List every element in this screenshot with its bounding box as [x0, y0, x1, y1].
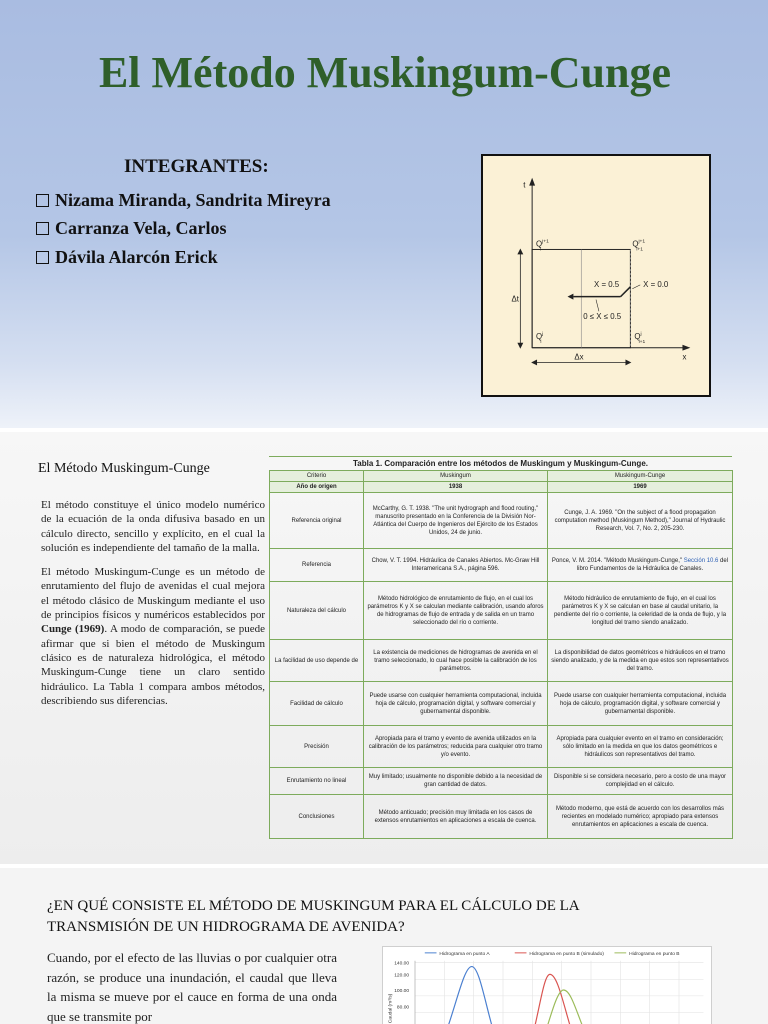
- x-00-leader: [632, 285, 640, 289]
- x-range-leader: [596, 300, 599, 312]
- members-list: [36, 186, 331, 272]
- section-body: [41, 498, 265, 718]
- table-row: La facilidad de uso depende de La existencia de mediciones de hidrogramas de avenida en el tramo seleccionado, lo cual hace posible la calibración de los parámetros. La disponibilidad de datos geométricos e hidráulicos en el tramo siendo analizado, y de la medida en que estos son representativos del tramo.: [270, 640, 733, 682]
- table-row: Año de origen 1938 1969: [270, 482, 733, 493]
- header-muskingum-cunge: Muskingum-Cunge: [548, 471, 733, 482]
- legend-label-b-sim: Hidrograma en punto B (simulado): [529, 951, 604, 957]
- member-name: Carranza Vela, Carlos: [55, 218, 227, 239]
- y-tick-label: 140.00: [394, 961, 410, 967]
- x-axis-label: x: [682, 352, 687, 362]
- comparison-table: [269, 470, 733, 839]
- member-name: Dávila Alarcón Erick: [55, 246, 218, 267]
- x-axis-arrow: [682, 345, 690, 351]
- table-row: Conclusiones Método anticuado; precisión muy limitada en los casos de extensos enrutamientos en aplicaciones a escala de cuenca. Método moderno, que está de acuerdo con los desarrollos más recientes en modelado numérico; apropiado para extensos enrutamientos en aplicaciones a escala de cuenca.: [270, 795, 733, 839]
- section-10-6-link[interactable]: Sección 10.6: [683, 558, 719, 564]
- members-heading: INTEGRANTES:: [124, 156, 269, 177]
- checkbox-bullet-icon: [36, 251, 49, 264]
- x-line-arrow: [568, 294, 574, 300]
- dt-arrow-down: [517, 343, 523, 349]
- x-weight-diagonal: [621, 287, 631, 297]
- table-caption: Tabla 1. Comparación entre los métodos de Muskingum y Muskingum-Cunge.: [269, 456, 732, 470]
- table-row: Facilidad de cálculo Puede usarse con cualquier herramienta computacional, incluida hoja de cálculo, programación digital, y software comercial y gubernamental disponible. Puede usarse con cualquier herramienta computacional, incluida hoja de cálculo, programación digital, y software comercial y gubernamental disponible.: [270, 682, 733, 726]
- section-title: El Método Muskingum-Cunge: [38, 461, 210, 476]
- header-muskingum: Muskingum: [364, 471, 548, 482]
- legend-label-b: Hidrograma en punto B: [629, 951, 680, 957]
- t-axis-arrow: [529, 178, 535, 186]
- t-axis-label: t: [523, 180, 526, 190]
- node-q-bottom-right: $Q^j$ i+1: [634, 331, 646, 345]
- header-criterio: Criterio: [270, 471, 364, 482]
- method-body-text: Cuando, por el efecto de las lluvias o por cualquier otra razón, se produce una inundación, el caudal que lleva la misma se mueve por el cauce en forma de una onda que se transmite por: [47, 950, 337, 1024]
- y-axis-title: Caudal (m³/s): [388, 993, 394, 1024]
- muskingum-grid-diagram: [481, 154, 711, 397]
- paragraph-2: El método Muskingum-Cunge es un método de enrutamiento del flujo de avenidas el cual mejora el método clásico de Muskingum mediante el uso de principios físicos y numéricos establecidos por Cunge (1969). A modo de comparación, se puede afirmar que si bien el método de Muskingum clásico es de naturaleza hidrológica, el método Muskingum-Cunge tiene un claro sentido hidráulico. La Tabla 1 compara ambos métodos, describiendo sus diferencias.: [41, 566, 266, 707]
- hydrograph-svg: [383, 947, 711, 1024]
- dx-arrow-left: [531, 360, 537, 366]
- table-row: Precisión Apropiada para el tramo y evento de avenida utilizados en la calibración de los parámetros; reducida para cualquier otro tramo y/o evento. Apropiada para cualquier evento en el tramo en consideración; sólo limitado en la medida en que los datos geométricos e hidráulicos son representativos del tramo.: [270, 726, 733, 768]
- dt-label: Δt: [511, 294, 519, 304]
- table-row: Referencia original McCarthy, G. T. 1938. "The unit hydrograph and flood routing," manuscrito presentado en la Conferencia de la División Nor-Atlántica del Cuerpo de Ingenieros del Ejército de los Estados Unidos, 24 de junio. Cunge, J. A. 1969. "On the subject of a flood propagation computation method (Muskingum Method)," Journal of Hydraulic Research, Vol. 7, No. 2, 205-230.: [270, 493, 733, 549]
- dt-arrow-up: [517, 248, 523, 254]
- member-name: Nizama Miranda, Sandrita Mireyra: [55, 189, 331, 210]
- node-q-top-right: $Q^{j+1}$ i+1: [632, 239, 646, 253]
- dx-label: Δx: [574, 352, 584, 362]
- hydrograph-chart: [382, 946, 712, 1024]
- node-q-bottom-left: $Q^j$ i: [536, 331, 544, 345]
- table-header-row: [270, 471, 733, 482]
- series-line-b: [544, 990, 587, 1024]
- legend-label-a: Hidrograma en punto A: [439, 951, 490, 957]
- method-slide: [0, 868, 768, 1024]
- x-05-label: X = 0.5: [594, 279, 620, 289]
- series-line-b-sim: [532, 974, 573, 1024]
- checkbox-bullet-icon: [36, 194, 49, 207]
- comparison-slide: [0, 432, 768, 864]
- slide-title: El Método Muskingum-Cunge: [98, 48, 672, 97]
- grid-diagram-svg: [483, 156, 709, 395]
- table-row: Enrutamiento no lineal Muy limitado; usualmente no disponible debido a la necesidad de gran cantidad de datos. Disponible si se considera necesario, pero a costo de una mayor complejidad en el cálculo.: [270, 768, 733, 795]
- member-item: [36, 215, 331, 244]
- paragraph-1: El método constituye el único modelo numérico de la ecuación de la onda difusiva basado en un cálculo directo, sencillo y explícito, en el cual la solución es independiente del tamaño de la malla.: [41, 499, 265, 554]
- member-item: [36, 186, 331, 215]
- node-q-top-left: $Q^{j+1}$ i: [536, 239, 549, 253]
- table-row: Naturaleza del cálculo Método hidrológico de enrutamiento de flujo, en el cual los parámetros K y X se calculan mediante calibración, usando aforos de hidrogramas de flujo de entrada y de salida en un tramo seleccionado del río o corriente. Método hidráulico de enrutamiento de flujo, en el cual los parámetros K y X se calculan en base al caudal unitario, la pendiente del río o corriente, la celeridad de la onda de flujo, y la longitud del tramo siendo analizado.: [270, 582, 733, 640]
- y-tick-label: 100.00: [394, 988, 410, 994]
- question-title: ¿EN QUÉ CONSISTE EL MÉTODO DE MUSKINGUM PARA EL CÁLCULO DE LA TRANSMISIÓN DE UN HIDROGRAMA DE AVENIDA?: [47, 898, 579, 935]
- y-tick-label: 80.00: [396, 1005, 410, 1011]
- checkbox-bullet-icon: [36, 222, 49, 235]
- dx-arrow-right: [625, 360, 631, 366]
- series-line-a: [444, 967, 495, 1024]
- table-row: Referencia Chow, V. T. 1994. Hidráulica de Canales Abiertos. Mc-Graw Hill Interamericana S.A., página 596. Ponce, V. M. 2014. "Método Muskingum-Cunge," Sección 10.6 del libro Fundamentos de la Hidráulica de Canales.: [270, 549, 733, 582]
- cunge-reference: Cunge (1969): [41, 623, 105, 636]
- x-00-label: X = 0.0: [643, 279, 669, 289]
- y-tick-label: 120.00: [394, 973, 410, 979]
- member-item: [36, 243, 331, 272]
- title-slide: [0, 0, 768, 428]
- comparison-table-wrapper: [269, 456, 732, 839]
- x-range-label: 0 ≤ X ≤ 0.5: [583, 312, 622, 322]
